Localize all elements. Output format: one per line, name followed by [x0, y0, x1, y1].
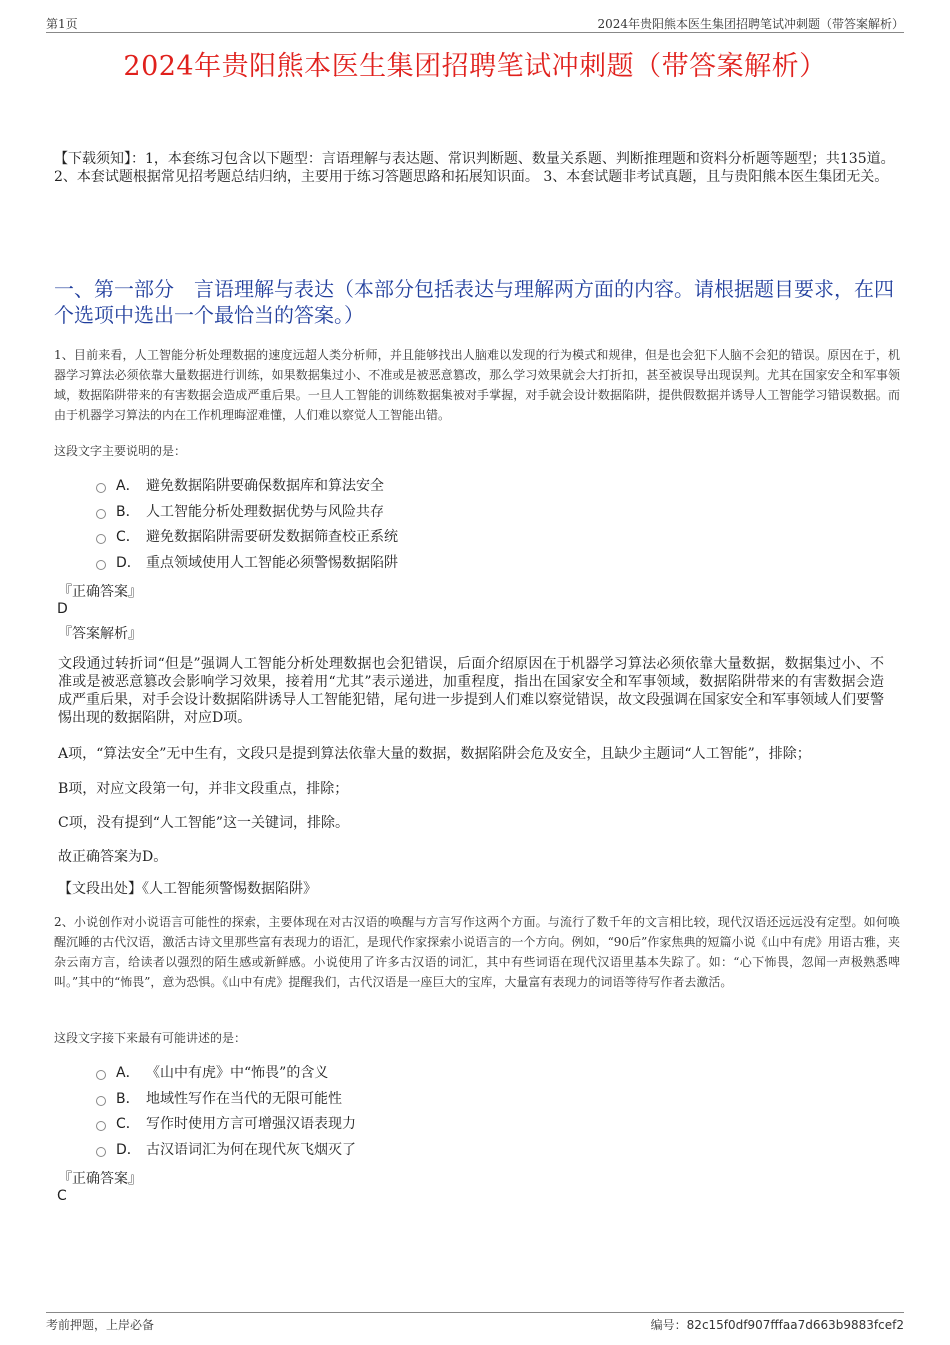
code-label: 编号：: [650, 1318, 687, 1332]
option-letter: A．: [116, 1064, 140, 1081]
question-2-text: 2、小说创作对小说语言可能性的探索，主要体现在对古汉语的唤醒与方言写作这两个方面。与流行了数千年的文言相比较，现代汉语还远远没有定型。如何唤醒沉睡的古代汉语，激活古诗文里那些富有表现力的语汇，是现代作家探索小说语言的一个方向。例如，“90后”作家焦典的短篇小说《山中有虎》用语古雅，夹杂云南方言，给读者以强烈的陌生感或新鲜感。小说使用了许多古汉语的词汇，其中有些词语在现代汉语里基本失踪了。如：“心下怖畏，忽闻一声极熟悉啤叫。”其中的“怖畏”，意为恐惧。《山中有虎》提醒我们，古代汉语是一座巨大的宝库，大量富有表现力的词语等待写作者去激活。: [54, 915, 900, 989]
option-text: 写作时使用方言可增强汉语表现力: [146, 1116, 356, 1133]
answer-label: 『正确答案』: [58, 584, 142, 600]
question-2-options: [96, 1059, 356, 1162]
answer-value: C: [57, 1188, 67, 1204]
text-source: 【文段出处】《人工智能须警惕数据陷阱》: [58, 881, 317, 897]
radio-button-icon[interactable]: [96, 1096, 106, 1106]
page-number: 第1页: [46, 17, 78, 31]
answer-label: 『正确答案』: [58, 1171, 142, 1187]
radio-button-icon[interactable]: [96, 1070, 106, 1080]
question-1-text: 1、目前来看，人工智能分析处理数据的速度远超人类分析师，并且能够找出人脑难以发现的行为模式和规律，但是也会犯下人脑不会犯的错误。原因在于，机器学习算法必须依靠大量数据进行训练，如果数据集过小、不准或是被恶意篡改，那么学习效果就会大打折扣，甚至被误导出现误判。尤其在国家安全和军事领域，数据陷阱带来的有害数据会造成严重后果。一旦人工智能的训练数据集被对手掌握，对手就会设计数据陷阱，提供假数据并诱导人工智能学习错误数据。而由于机器学习算法的内在工作机理晦涩难懂，人们难以察觉人工智能出错。: [54, 348, 900, 422]
header-doc-title: 2024年贵阳熊本医生集团招聘笔试冲刺题（带答案解析）: [597, 17, 904, 31]
section-title: 一、第一部分 言语理解与表达（本部分包括表达与理解两方面的内容。请根据题目要求，在四个选项中选出一个最恰当的答案。）: [54, 277, 894, 327]
download-notice: 【下载须知】：1，本套练习包含以下题型：言语理解与表达题、常识判断题、数量关系题、判断推理题和资料分析题等题型；共135道。 2、本套试题根据常见招考题总结归纳，主要用于练习答题思路和拓展知识面。 3、本套试题非考试真题，且与贵阳熊本医生集团无关。: [54, 151, 895, 185]
radio-button-icon[interactable]: [96, 560, 106, 570]
analysis-conclusion: 故正确答案为D。: [58, 849, 168, 865]
option-letter: C．: [116, 529, 140, 546]
analysis-text: 文段通过转折词“但是”强调人工智能分析处理数据也会犯错误，后面介绍原因在于机器学习算法必须依靠大量数据，数据集过小、不准或是被恶意篡改会影响学习效果，接着用“尤其”表示递进，加重程度，指出在国家安全和军事领域，数据陷阱带来的有害数据会造成严重后果，对手会设计数据陷阱诱导人工智能犯错，尾句进一步提到人们难以察觉错误，故文段强调在国家安全和军事领域人们要警惕出现的数据陷阱，对应D项。: [58, 656, 884, 726]
answer-value: D: [57, 601, 68, 617]
option-letter: B．: [116, 1090, 140, 1107]
option-b[interactable]: [96, 1085, 356, 1111]
option-letter: A．: [116, 477, 140, 494]
option-a[interactable]: [96, 1059, 356, 1085]
option-text: 避免数据陷阱需要研发数据筛查校正系统: [146, 529, 398, 546]
footer-code: [651, 1316, 904, 1333]
radio-button-icon[interactable]: [96, 1121, 106, 1131]
option-text: 地域性写作在当代的无限可能性: [146, 1090, 342, 1107]
analysis-line-b: B项，对应文段第一句，并非文段重点，排除；: [58, 781, 349, 797]
footer-slogan: 考前押题，上岸必备: [46, 1318, 155, 1332]
option-b[interactable]: [96, 498, 398, 524]
option-c[interactable]: [96, 1110, 356, 1136]
option-d[interactable]: [96, 549, 398, 575]
question-1-options: [96, 472, 398, 575]
option-text: 重点领域使用人工智能必须警惕数据陷阱: [146, 554, 398, 571]
option-letter: C．: [116, 1116, 140, 1133]
question-1-prompt: 这段文字主要说明的是：: [54, 444, 187, 458]
option-d[interactable]: [96, 1136, 356, 1162]
option-a[interactable]: [96, 472, 398, 498]
option-letter: B．: [116, 503, 140, 520]
page-header: [46, 14, 904, 33]
analysis-line-a: A项，“算法安全”无中生有，文段只是提到算法依靠大量的数据，数据陷阱会危及安全，且缺少主题词“人工智能”，排除；: [58, 746, 811, 762]
page-footer: [46, 1312, 904, 1333]
analysis-label: 『答案解析』: [58, 626, 142, 642]
option-letter: D．: [116, 1141, 141, 1158]
document-title: 2024年贵阳熊本医生集团招聘笔试冲刺题（带答案解析）: [123, 51, 827, 82]
option-text: 古汉语词汇为何在现代灰飞烟灭了: [146, 1141, 356, 1158]
radio-button-icon[interactable]: [96, 1147, 106, 1157]
radio-button-icon[interactable]: [96, 534, 106, 544]
question-2-prompt: 这段文字接下来最有可能讲述的是：: [54, 1031, 247, 1045]
radio-button-icon[interactable]: [96, 483, 106, 493]
radio-button-icon[interactable]: [96, 509, 106, 519]
option-c[interactable]: [96, 523, 398, 549]
option-text: 避免数据陷阱要确保数据库和算法安全: [146, 477, 384, 494]
option-text: 《山中有虎》中“怖畏”的含义: [146, 1064, 329, 1081]
analysis-line-c: C项，没有提到“人工智能”这一关键词，排除。: [58, 815, 350, 831]
option-letter: D．: [116, 554, 141, 571]
code-value: 82c15f0df907fffaa7d663b9883fcef2: [686, 1318, 904, 1332]
option-text: 人工智能分析处理数据优势与风险共存: [146, 503, 384, 520]
